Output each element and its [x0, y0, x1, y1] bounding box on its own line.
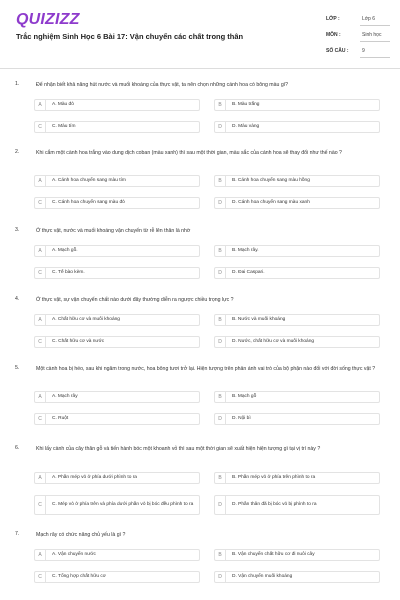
option-a[interactable]: A A. Vận chuyển nước [34, 549, 200, 561]
meta-subject [326, 28, 390, 44]
option-d[interactable]: D D. Đai Caspari. [214, 267, 380, 279]
option-c[interactable]: C C. Tế bào kèm. [34, 267, 200, 279]
meta-label: MÔN : [326, 32, 341, 38]
option-c[interactable]: C C. Mép vỏ ở phía trên và phía dưới phần vỏ bị bóc đều phình to ra [34, 495, 200, 515]
option-b[interactable]: B B. Màu trắng [214, 99, 380, 111]
meta-panel [326, 12, 390, 60]
meta-value: Sinh học [362, 32, 382, 38]
question-text: Ở thực vật, nước và muối khoáng vận chuyển từ rễ lên thân là nhờ [36, 228, 191, 234]
option-a[interactable]: A A. Cánh hoa chuyển sang màu tím [34, 175, 200, 187]
meta-count [326, 44, 390, 60]
meta-label: LỚP : [326, 16, 340, 22]
question-6 [0, 445, 400, 535]
option-c[interactable]: C C. Tổng hợp chất hữu cơ [34, 571, 200, 583]
question-5 [0, 365, 400, 445]
question-3 [0, 227, 400, 297]
question-number: 4. [15, 296, 20, 302]
option-a[interactable]: A A. Phần mép vỏ ở phía dưới phình to ra [34, 472, 200, 484]
meta-value: Lớp 6 [362, 16, 376, 22]
option-d[interactable]: D D. Phần thân đã bị bóc vỏ bị phình to ra [214, 495, 380, 515]
question-number: 3. [15, 227, 20, 233]
meta-class [326, 12, 390, 28]
worksheet-title: Trắc nghiệm Sinh Học 6 Bài 17: Vận chuyển các chất trong thân [16, 32, 244, 41]
option-b[interactable]: B B. Vận chuyển chất hữu cơ đi nuôi cây [214, 549, 380, 561]
question-text: Khi cắm một cành hoa trắng vào dung dịch coban (màu xanh) thì sau một thời gian, màu sắc của cánh hoa sẽ thay đổi như thế nào ? [36, 150, 342, 156]
meta-label: SỐ CÂU : [326, 48, 349, 54]
option-b[interactable]: B B. Nước và muối khoáng [214, 314, 380, 326]
option-c[interactable]: C C. Màu tím [34, 121, 200, 133]
option-c[interactable]: C C. Chất hữu cơ và nước [34, 336, 200, 348]
option-b[interactable]: B B. Mạch rây. [214, 245, 380, 257]
question-number: 2. [15, 149, 20, 155]
question-text: Khi lấy cành của cây thân gỗ và tiến hành bóc một khoanh vỏ thì sau một thời gian sẽ xuất hiện hiện tượng gì tại vị trí này ? [36, 446, 321, 452]
question-text: Để nhận biết khả năng hút nước và muối khoáng của thực vật, ta nên chọn những cánh hoa có bông màu gì? [36, 82, 289, 88]
question-1 [0, 81, 400, 151]
option-d[interactable]: D D. Màu vàng [214, 121, 380, 133]
question-number: 1. [15, 81, 20, 87]
option-b[interactable]: B B. Phần mép vỏ ở phía trên phình to ra [214, 472, 380, 484]
question-7 [0, 531, 400, 600]
header [0, 0, 400, 68]
option-c[interactable]: C C. Cánh hoa chuyển sang màu đỏ [34, 197, 200, 209]
option-d[interactable]: D D. Cánh hoa chuyển sang màu xanh [214, 197, 380, 209]
option-a[interactable]: A A. Chất hữu cơ và muối khoáng [34, 314, 200, 326]
meta-value: 9 [362, 48, 365, 54]
option-d[interactable]: D D. Vận chuyển muối khoáng [214, 571, 380, 583]
question-text: Ở thực vật, sự vận chuyển chất nào dưới đây thường diễn ra ngược chiều trọng lực ? [36, 297, 234, 303]
option-a[interactable]: A A. Mạch gỗ. [34, 245, 200, 257]
header-divider [0, 68, 400, 69]
option-c[interactable]: C C. Ruột [34, 413, 200, 425]
option-d[interactable]: D D. Nước, chất hữu cơ và muối khoáng [214, 336, 380, 348]
question-text: Một cành hoa bị héo, sau khi ngâm trong nước, hoa bông tươi trở lại. Hiện tượng trên phản ánh vai trò của bộ phận nào đối với đời sống thực vật ? [36, 366, 376, 372]
brand-logo: QUIZIZZ [16, 11, 80, 28]
option-a[interactable]: A A. Màu đỏ [34, 99, 200, 111]
option-b[interactable]: B B. Cánh hoa chuyển sang màu hồng [214, 175, 380, 187]
question-2 [0, 149, 400, 229]
option-b[interactable]: B B. Mạch gỗ [214, 391, 380, 403]
question-number: 7. [15, 531, 20, 537]
question-number: 5. [15, 365, 20, 371]
question-number: 6. [15, 445, 20, 451]
question-text: Mạch rây có chức năng chủ yếu là gì ? [36, 532, 126, 538]
question-4 [0, 296, 400, 366]
option-a[interactable]: A A. Mạch rây [34, 391, 200, 403]
option-d[interactable]: D D. Nội bì [214, 413, 380, 425]
